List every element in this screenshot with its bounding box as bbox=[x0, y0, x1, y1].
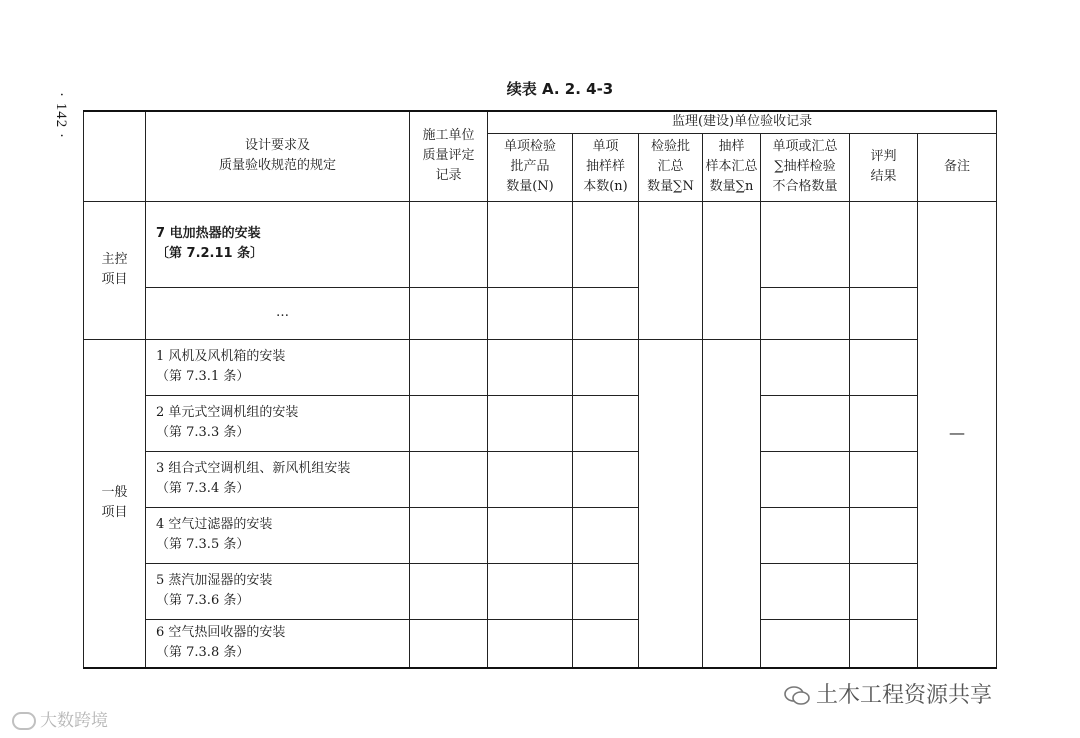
header-batch-total: 检验批 汇总 数量∑N bbox=[639, 133, 703, 201]
cell bbox=[850, 451, 918, 507]
cell bbox=[410, 395, 488, 451]
cell bbox=[410, 339, 488, 395]
cell bbox=[761, 619, 850, 668]
cell bbox=[573, 451, 639, 507]
general-item: 6 空气热回收器的安装 （第 7.3.8 条） bbox=[146, 619, 410, 668]
general-item: 4 空气过滤器的安装 （第 7.3.5 条） bbox=[146, 507, 410, 563]
cell bbox=[573, 395, 639, 451]
cell bbox=[573, 619, 639, 668]
watermark-right bbox=[784, 678, 992, 709]
cell bbox=[639, 201, 703, 339]
cell bbox=[488, 339, 573, 395]
cell bbox=[850, 287, 918, 339]
cell bbox=[488, 395, 573, 451]
cell bbox=[850, 201, 918, 287]
cell bbox=[488, 201, 573, 287]
header-design-requirements: 设计要求及 质量验收规范的规定 bbox=[146, 111, 410, 201]
header-batch-quantity: 单项检验 批产品 数量(N) bbox=[488, 133, 573, 201]
header-supervision-group: 监理(建设)单位验收记录 bbox=[488, 111, 997, 133]
cell bbox=[761, 451, 850, 507]
wechat-icon bbox=[784, 686, 810, 706]
cell bbox=[573, 201, 639, 287]
cell bbox=[410, 563, 488, 619]
cell bbox=[850, 339, 918, 395]
header-unqualified-count: 单项或汇总 ∑抽样检验 不合格数量 bbox=[761, 133, 850, 201]
cell bbox=[573, 287, 639, 339]
cell bbox=[573, 507, 639, 563]
cell bbox=[850, 395, 918, 451]
cell bbox=[410, 507, 488, 563]
remark-value: — bbox=[918, 201, 997, 668]
table-title: 续表 A. 2. 4-3 bbox=[506, 80, 614, 98]
cell bbox=[488, 287, 573, 339]
cell bbox=[410, 619, 488, 668]
cell bbox=[703, 339, 761, 668]
cell bbox=[761, 563, 850, 619]
cell bbox=[761, 287, 850, 339]
general-item: 5 蒸汽加湿器的安装 （第 7.3.6 条） bbox=[146, 563, 410, 619]
cell bbox=[488, 563, 573, 619]
cell bbox=[488, 507, 573, 563]
cell bbox=[850, 507, 918, 563]
header-sample-total: 抽样 样本汇总 数量∑n bbox=[703, 133, 761, 201]
general-item: 2 单元式空调机组的安装 （第 7.3.3 条） bbox=[146, 395, 410, 451]
cell bbox=[410, 201, 488, 287]
general-item: 3 组合式空调机组、新风机组安装 （第 7.3.4 条） bbox=[146, 451, 410, 507]
cell bbox=[761, 507, 850, 563]
cell bbox=[850, 563, 918, 619]
watermark-left bbox=[12, 706, 108, 731]
cell bbox=[573, 563, 639, 619]
cell bbox=[488, 451, 573, 507]
header-remark: 备注 bbox=[918, 133, 997, 201]
cell bbox=[761, 395, 850, 451]
main-control-ellipsis: … bbox=[146, 287, 410, 339]
header-construction-evaluation: 施工单位 质量评定 记录 bbox=[410, 111, 488, 201]
header-blank-cell bbox=[84, 111, 146, 201]
cell bbox=[410, 451, 488, 507]
cell bbox=[703, 201, 761, 339]
general-label: 一般 项目 bbox=[84, 339, 146, 668]
watermark-left-text: 大数跨境 bbox=[40, 711, 108, 731]
cell bbox=[761, 201, 850, 287]
header-judgement: 评判 结果 bbox=[850, 133, 918, 201]
cell bbox=[488, 619, 573, 668]
cell bbox=[410, 287, 488, 339]
cell bbox=[573, 339, 639, 395]
general-item: 1 风机及风机箱的安装 （第 7.3.1 条） bbox=[146, 339, 410, 395]
watermark-right-text: 土木工程资源共享 bbox=[816, 683, 993, 708]
cell bbox=[639, 339, 703, 668]
cell bbox=[850, 619, 918, 668]
main-control-item: 7 电加热器的安装 〔第 7.2.11 条〕 bbox=[146, 201, 410, 287]
brand-logo-icon bbox=[12, 712, 36, 730]
header-sample-quantity: 单项 抽样样 本数(n) bbox=[573, 133, 639, 201]
main-control-label: 主控 项目 bbox=[84, 201, 146, 339]
acceptance-record-table bbox=[83, 110, 997, 669]
cell bbox=[761, 339, 850, 395]
page-number: · 142 · bbox=[53, 92, 69, 139]
